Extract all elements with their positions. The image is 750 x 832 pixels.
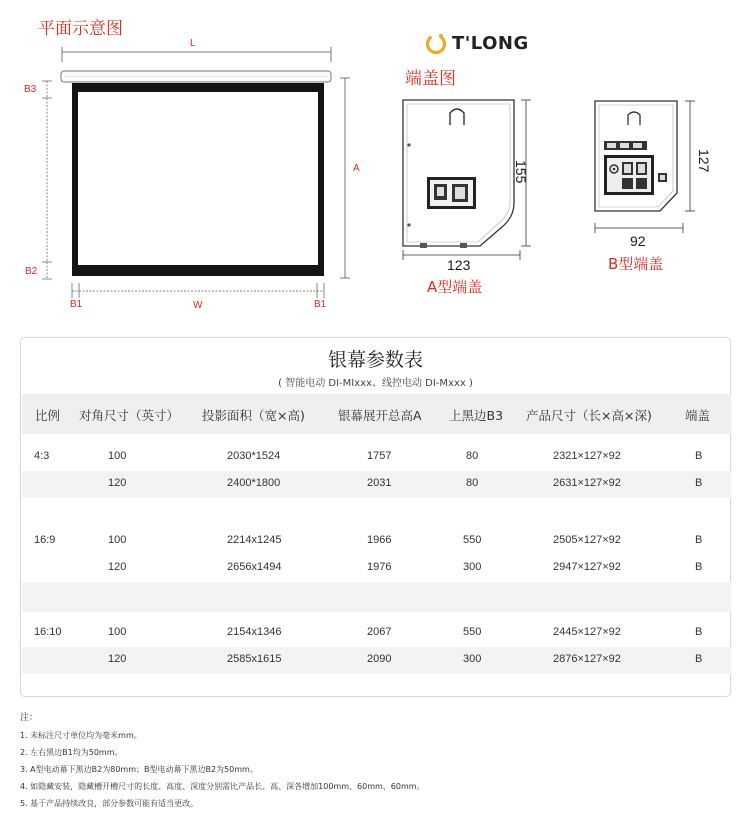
table-spacer-row — [22, 498, 731, 525]
dimension-label-B1-right: B1 — [314, 299, 327, 310]
cell-diagonal: 100 — [108, 626, 127, 638]
cell-cap: B — [695, 534, 703, 546]
cell-height-a: 2031 — [367, 477, 392, 489]
dimension-label-W: W — [193, 300, 203, 311]
cell-size: 2445×127×92 — [553, 626, 621, 638]
cell-cap: B — [695, 450, 703, 462]
notes-section — [20, 710, 425, 812]
cell-height-a: 1976 — [367, 561, 392, 573]
cell-height-a: 1757 — [367, 450, 392, 462]
header-ratio: 比例 — [35, 408, 61, 423]
cell-diagonal: 120 — [108, 477, 127, 489]
cell-diagonal: 100 — [108, 534, 127, 546]
dimension-label-B1-left: B1 — [70, 299, 83, 310]
table-header — [22, 394, 731, 434]
dimension-label-B3: B3 — [24, 84, 37, 95]
table-row — [22, 620, 731, 647]
cell-ratio: 4:3 — [34, 450, 50, 462]
parameter-table-panel — [20, 337, 731, 697]
header-b3: 上黑边B3 — [449, 408, 504, 423]
cell-cap: B — [695, 653, 703, 665]
cell-ratio: 16:9 — [34, 534, 56, 546]
cell-area: 2585x1615 — [227, 653, 282, 665]
cap-a-caption: A型端盖 — [427, 278, 483, 296]
cell-area: 2400*1800 — [227, 477, 281, 489]
cap-b-height-label: 127 — [696, 149, 712, 173]
table-row — [22, 444, 731, 471]
cell-cap: B — [695, 477, 703, 489]
cell-size: 2947×127×92 — [553, 561, 621, 573]
table-row — [22, 647, 731, 674]
table-row — [22, 528, 731, 555]
table-spacer-row — [22, 582, 731, 612]
header-diagonal: 对角尺寸（英寸） — [79, 408, 180, 423]
note-item: 5. 基于产品持续改良，部分参数可能有适当更改。 — [20, 799, 199, 808]
cell-b3: 550 — [463, 534, 482, 546]
cap-b-width-label: 92 — [630, 233, 646, 249]
cell-height-a: 2067 — [367, 626, 392, 638]
cell-cap: B — [695, 626, 703, 638]
cell-diagonal: 120 — [108, 561, 127, 573]
cell-b3: 300 — [463, 653, 482, 665]
cell-diagonal: 120 — [108, 653, 127, 665]
note-item: 1. 未标注尺寸单位均为毫米mm。 — [20, 731, 142, 740]
header-size: 产品尺寸（长×高×深) — [526, 408, 652, 423]
cell-area: 2656x1494 — [227, 561, 282, 573]
cell-b3: 80 — [466, 450, 479, 462]
cell-ratio: 16:10 — [34, 626, 62, 638]
cell-size: 2631×127×92 — [553, 477, 621, 489]
cell-height-a: 1966 — [367, 534, 392, 546]
cap-a-height-label: 155 — [513, 160, 529, 184]
table-subtitle: ( 智能电动 DI-MIxxx、线控电动 DI-Mxxx ) — [278, 378, 473, 389]
header-area: 投影面积（宽×高) — [202, 408, 305, 423]
cell-size: 2321×127×92 — [553, 450, 621, 462]
cell-height-a: 2090 — [367, 653, 392, 665]
note-item: 3. A型电动幕下黑边B2为80mm；B型电动幕下黑边B2为50mm。 — [20, 765, 258, 774]
plan-view-title: 平面示意图 — [38, 19, 123, 39]
header-cap: 端盖 — [685, 408, 711, 423]
endcap-diagram — [390, 85, 740, 275]
header-height-a: 银幕展开总高A — [338, 408, 422, 423]
endcap-title: 端盖图 — [405, 69, 456, 89]
note-item: 2. 左右黑边B1均为50mm。 — [20, 748, 123, 757]
table-title: 银幕参数表 — [327, 349, 423, 371]
table-row — [22, 555, 731, 582]
notes-title: 注： — [20, 713, 39, 723]
cell-area: 2154x1346 — [227, 626, 282, 638]
brand-logo — [424, 31, 529, 55]
cell-b3: 550 — [463, 626, 482, 638]
dimension-label-B2: B2 — [25, 266, 38, 277]
cap-a-width-label: 123 — [447, 257, 471, 273]
logo-ring-icon — [424, 31, 448, 55]
cell-b3: 300 — [463, 561, 482, 573]
cell-area: 2214x1245 — [227, 534, 282, 546]
table-row — [22, 471, 731, 498]
cell-b3: 80 — [466, 477, 479, 489]
logo-text: T'LONG — [452, 32, 529, 54]
cell-size: 2876×127×92 — [553, 653, 621, 665]
cell-diagonal: 100 — [108, 450, 127, 462]
cap-b-caption: B型端盖 — [608, 255, 664, 273]
cell-area: 2030*1524 — [227, 450, 281, 462]
dimension-label-L: L — [190, 38, 196, 49]
dimension-label-A: A — [353, 163, 360, 174]
cell-cap: B — [695, 561, 703, 573]
note-item: 4. 如隐藏安装，隐藏槽开槽尺寸的长度、高度、深度分别需比产品长、高、深各增加100mm、60mm、60mm。 — [20, 782, 425, 791]
cell-size: 2505×127×92 — [553, 534, 621, 546]
